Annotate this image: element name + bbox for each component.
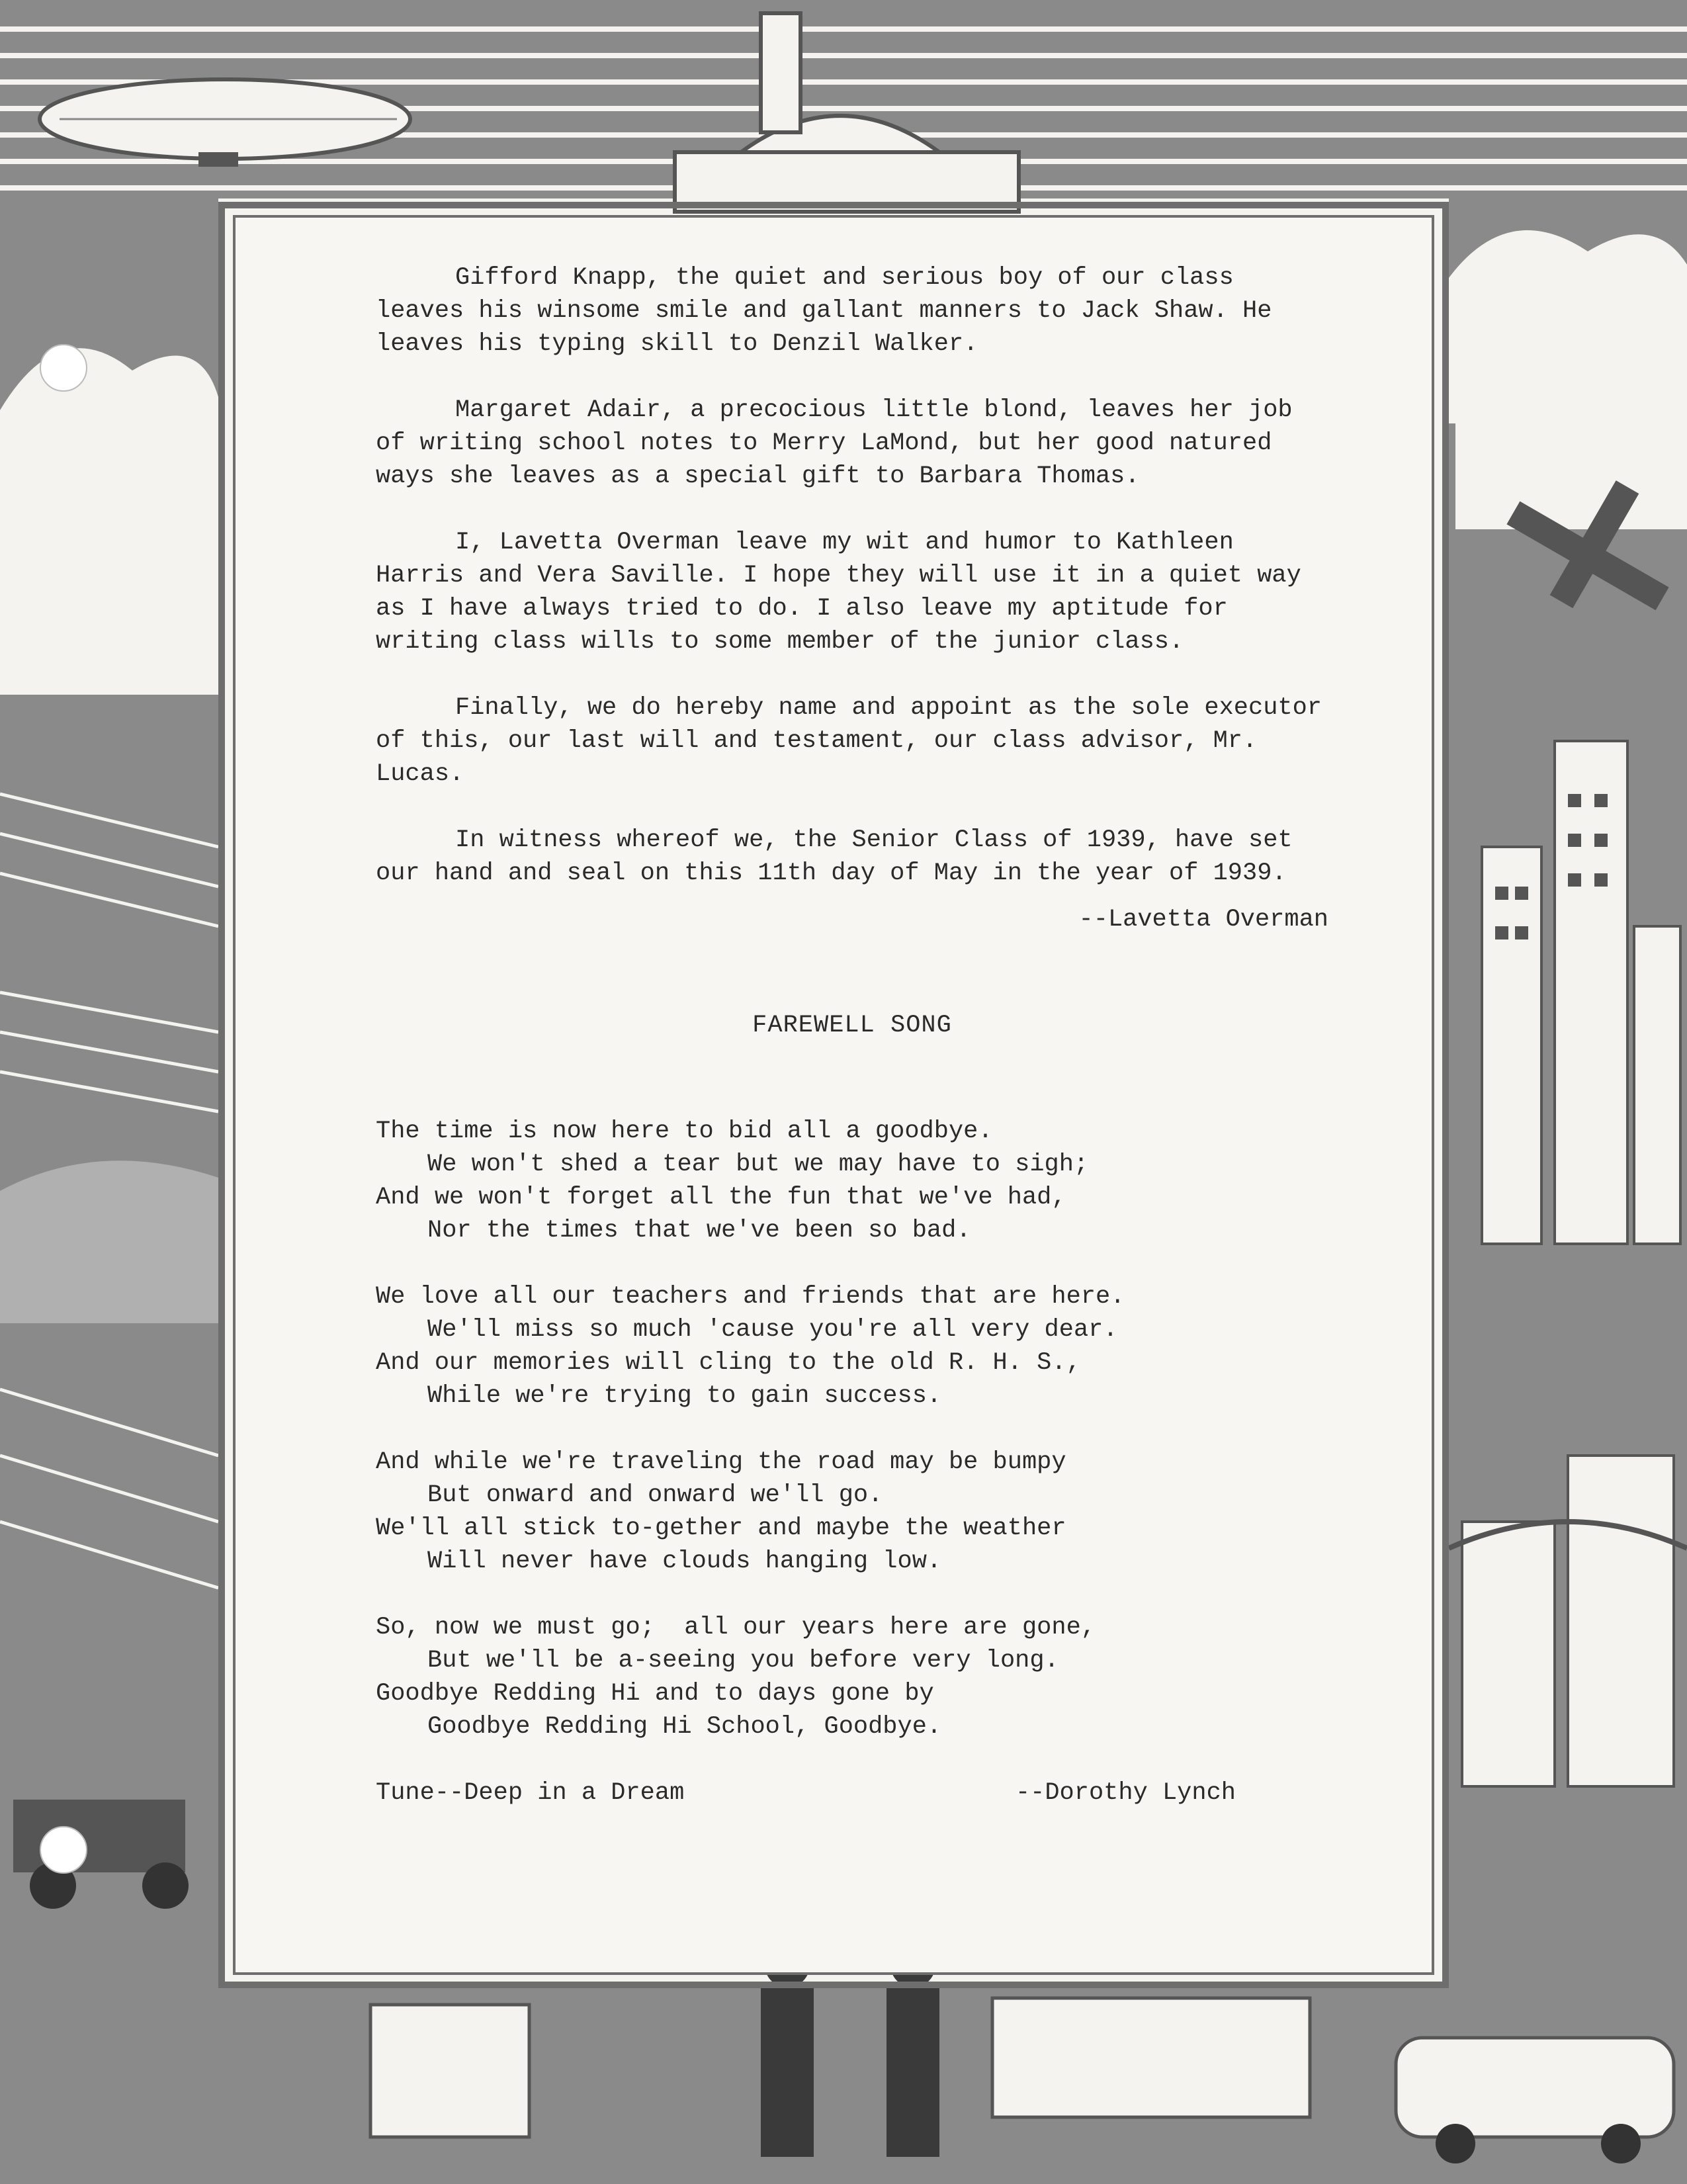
right-city-illustration [1449,198,1687,2184]
song-author: --Dorothy Lynch [1015,1779,1236,1807]
song-line: Goodbye Redding Hi School, Goodbye. [427,1713,942,1741]
song-line: We won't shed a tear but we may have to sigh; [427,1151,1089,1178]
song-stanza [376,1115,1328,1247]
song-line: So, now we must go; all our years here are gone, [376,1614,1096,1641]
song-line: We'll miss so much 'cause you're all very dear. [427,1316,1118,1344]
song-line: While we're trying to gain success. [427,1382,942,1410]
will-paragraph-witness: In witness whereof we, the Senior Class of 1939, have set our hand and seal on this 11th day of May in the year of 1939. [376,826,1293,887]
song-line: Goodbye Redding Hi and to days gone by [376,1680,934,1708]
will-signature: --Lavetta Overman [1078,906,1328,934]
song-line: But we'll be a-seeing you before very long. [427,1647,1059,1675]
song-line: We love all our teachers and friends that are here. [376,1283,1125,1311]
song-title: FAREWELL SONG [752,1012,952,1039]
song-line: Nor the times that we've been so bad. [427,1217,971,1245]
will-paragraph-executor: Finally, we do hereby name and appoint as the sole executor of this, our last will and testament, our class advisor, Mr. Lucas. [376,694,1322,788]
song-line: And while we're traveling the road may be bumpy [376,1448,1066,1476]
song-credits [376,1776,1236,1810]
binder-hole-top [40,344,87,392]
song-tune: Tune--Deep in a Dream [376,1779,685,1807]
song-line: But onward and onward we'll go. [427,1481,883,1509]
song-line: And our memories will cling to the old R. H. S., [376,1349,1081,1377]
will-paragraph-overman: I, Lavetta Overman leave my wit and humor to Kathleen Harris and Vera Saville. I hope they will use it in a quiet way as I have always tried to do. I also leave my aptitude for writing class wills to some member of the junior class. [376,529,1301,656]
binder-hole-bottom [40,1826,87,1874]
song-stanza [376,1446,1328,1578]
will-paragraph-knapp: Gifford Knapp, the quiet and serious boy of our class leaves his winsome smile and gallant manners to Jack Shaw. He leaves his typing skill to Denzil Walker. [376,264,1272,358]
will-paragraph-adair: Margaret Adair, a precocious little blond, leaves her job of writing school notes to Merry LaMond, but her good natured ways she leaves as a special gift to Barbara Thomas. [376,396,1293,490]
left-landscape-illustration [0,198,218,2184]
song-stanza [376,1280,1328,1413]
song-line: And we won't forget all the fun that we've had, [376,1184,1066,1211]
song-stanza [376,1611,1328,1743]
typed-document [376,261,1328,1810]
song-line: The time is now here to bid all a goodbye. [376,1117,993,1145]
song-line: We'll all stick to-gether and maybe the weather [376,1514,1066,1542]
song-line: Will never have clouds hanging low. [427,1548,942,1575]
